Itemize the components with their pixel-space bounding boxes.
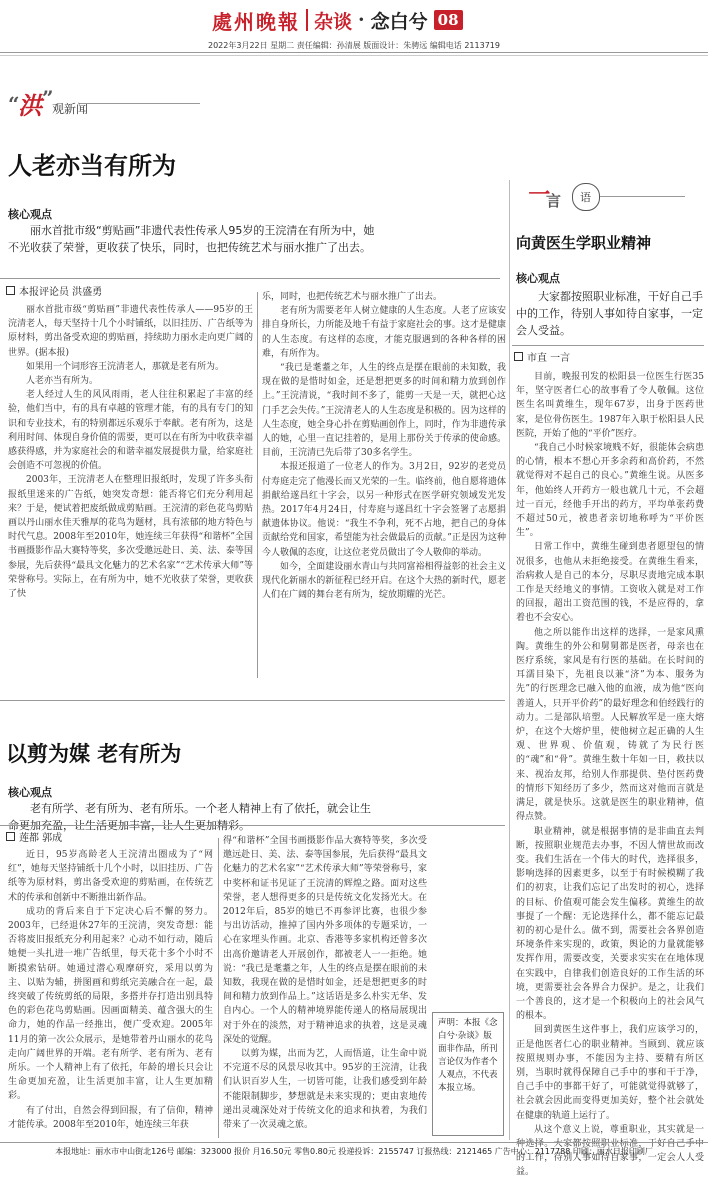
article3-para: 职业精神，就是根据事情的是非曲直去判断，按照职业规范去办事，不因人情世故而改变。我们生活在一个伟大的时代，选择很多，影响选择的因素更多，以至于有时候模糊了我们的初衷，让我们忘记了出发时的初心，选择的目标、价值观可能会发生偏移。黄维生的故事提了一个醒：无论选择什么，都不能忘记最初的初心是什么。做不到，需要社会各界创造环境条件来实现的，政策，舆论的力量就能够发挥作用，需要改变，关要求实实在在地体现在实践中，自律我们创造良好的工作生活的环境，更需要社会各界合力保护。是之，让我们一个善良的，这才是一个积极向上的社会风气的根本。 (516, 826, 704, 1022)
masthead (212, 4, 463, 36)
article3-para: 他之所以能作出这样的选择，一是家风熏陶。黄维生的外公和舅舅都是医者，母亲也在医疗系统，家风是有行医的基础。在长时间的耳濡目染下，先祖良以兼“济”为本、服务为先”的行医理念已融入他的血液，成为他“医向善道人，只开平价药”的最好理念和伯经践行的动力。二是部队培塑。人民解放军是一座大熔炉，在这个大熔炉里，使他树立起正确的人生观、世界观、价值观，铸就了为民行医的“魂”和“骨”。黄维生数十年如一日，救扶以来、视治友邦，给别人作那提供、垫付医药费的情形下知经历了多少，然而这对他而言就是满足，就是快乐。这就是医生的职业精神，值得点赞。 (516, 627, 704, 823)
article1-summary: 丽水首批市级“剪贴画”非遗代表性传承人95岁的王浣清在有所为中，她不光收获了荣誉，更收获了快乐，同时，也把传统艺术与丽水推广了出去。 (8, 224, 375, 254)
article3-keypoint-label: 核心观点 (516, 272, 560, 285)
column-divider (218, 838, 219, 1138)
footer-rule (0, 1142, 708, 1143)
byline-square-icon (6, 286, 15, 295)
disclaimer-box: 声明：本报《念白兮·杂谈》版面非作品，所刊言论仅为作者个人观点，不代表本报立场。 (432, 1012, 504, 1136)
article1-column-2 (262, 290, 506, 680)
masthead-divider (306, 9, 308, 31)
footer-info: 本报地址：丽水市中山街北126号 邮编：323000 报价 月16.50元 零售0.80元 投递投诉：2155747 订报热线：2121465 广告中心：2117788 印刷：丽水日报印刷厂 (55, 1147, 653, 1156)
column-separator-dot: · (358, 9, 365, 31)
article2-para: 成功的背后来自于下定决心后不懈的努力。2003年，已经退休27年的王浣清，突发奇想：能否将废旧报纸充分利用起来？心动不如行动，随后她便一头扎进一堆广告纸里，每天花十多个小时不断摸索钻研。她通过潜心观摩研究，采用以剪为主、以贴为辅，拼图画和剪纸完美融合在一起，最终突破了传统剪纸的局限，多搭并存打造出别具特色的彩色花鸟剪贴画。因画面精美、蕴含强大的生命力，她的作品一经推出，便广受欢迎。2005年11月的第一次公众展示，是她带着丹山丽水的花鸟走向广阔世界的开端。老有所学、老有所为、老有所乐。一个人精神上有了依托，年龄的增长只会让生命更加充盈，让生活更加丰富，让人生更加精彩。 (8, 906, 213, 1102)
byline-square-icon (514, 352, 523, 361)
article3-rule (512, 345, 704, 346)
article2-title: 以剪为媒 老有所为 (6, 742, 182, 766)
article1-para: 如今，全面建设丽水青山与共同富裕相得益彰的社会主义现代化新丽水的新征程已经开启。在这个大热的新时代，愿老人们在广阔的舞台老有所为，绽放期耀的光芒。 (262, 561, 506, 601)
article1-para: “我已是耄耋之年，人生的终点是摆在眼前的未知数，我现在做的是惜时如金，还是想把更多的时间和精力放到创作上。”王浣清说，“我时间不多了，能剪一天是一天，就把心这门手艺会失传。”王浣清老人的人生态度是积极的。因为这样的人生态度，她全身心扑在剪贴画创作上，同时，作为非遗传承人的她，心里一直记挂着的，是用上那份关于传承的使命感。目前，王浣清已先后带了30多名学生。 (262, 363, 506, 459)
article3-body (516, 370, 704, 1178)
quote-close-mark: ” (42, 86, 54, 110)
article2-para: 得“和谐杯”全国书画摄影作品大赛特等奖，多次受邀远赴日、美、法、泰等国参展，先后获得“最具文化魅力的艺术名家”“艺术传承大师”等荣誉称号，家中奖杯和证书见证了王浣清的辉煌之路。面对这些荣誉，老人想得更多的只是传统文化发扬光大。在2012年后，85岁的她已不再参评比赛，也很少参与出访活动，推掉了国内外多项体的专题采访，一心在家埋头作画。北京、香港等多家机构还曾多次出高价邀请老人开展创作，都被老人一一拒绝。她说：“我已是耄耋之年，人生的终点是摆在眼前的未知数，我现在做的是惜时如金，还是想把更多的时间和精力放到作品上。”这话语是多么朴实无华、发自内心。一个人的精神境界能传递人的格局展现出对于外在的淡然，对于精神追求的执着，这是灵魂深处的觉醒。 (223, 836, 427, 1045)
yiyan-logo-line (600, 196, 685, 197)
article1-para: 2003年，王浣清老人在整理旧报纸时，发现了许多头衔报纸里迷来的广告纸，她突发奇想：能否将它们充分利用起来？于是，便试着把废纸做成剪贴画。王浣清的彩色花鸟剪贴画以丹山丽水佳天雅厚的花鸟为题材，具有浓郁的地方特色与时代气息。2008年至2010年，她连续三年获得“和谐杯”全国书画摄影作品大赛特等奖，多次受邀远赴日、美、法、泰等国参展，先后获得“最具文化魅力的艺术名家”“艺术传承大师”等荣誉称号。实际上，在有所为中，她不光收获了荣誉，更收获了快 (8, 475, 253, 600)
newspaper-name: 處州晚報 (212, 9, 300, 34)
article1-column-1 (8, 303, 253, 679)
byline-square-icon (6, 832, 15, 841)
column-name-2: 念白兮 (370, 10, 428, 33)
page-number-badge: 08 (434, 10, 463, 30)
section-logo-text: 观新闻 (52, 102, 89, 116)
right-column-divider (509, 180, 510, 1140)
article2-para: 以剪为媒，出而为艺，人而悟道，让生命中说不完道不尽的风景尽收其中。95岁的王浣清，让我们认识百岁人生，一切皆可能，让我们感受到年龄不能限制脚步，梦想就是未来实现的；更由衷地传递出灵魂深处对于传统文化的追求和执着，为我们带来了一次灵魂之旅。 (223, 1049, 427, 1131)
article1-byline (6, 283, 102, 298)
article2-column-2 (223, 834, 427, 1140)
article1-rule (0, 278, 500, 279)
section-logo-line (80, 103, 200, 104)
article3-title: 向黄医生学职业精神 (516, 234, 652, 252)
article2-rule (0, 825, 505, 826)
article1-para: 老人经过人生的风风雨雨，老人往往积累起了丰富的经验，他们当中，有的具有卓越的管理才能，有的具有专门的知识和专业技术，有的特别都远乐观乐于奉献。老有所为，这是利用时间、体现自身价值的需要，更可以在有所为中收获幸福感获得感，并为家庭社会的和谐幸福发展提供力量，给家庭社会创造不可忽视的价值。 (8, 390, 253, 472)
article2-byline (6, 829, 62, 844)
article3-byline (514, 349, 570, 364)
article3-para: 从这个意义上说，尊重职业，其实就是一种选择。大家都按照职业标准，干好自己手中的工作，待别人事如待自家事，一定会人人受益。 (516, 1124, 704, 1178)
article2-top-rule (0, 700, 505, 701)
article2-para: 有了付出，自然会得到回报，有了信仰，精神才能传承。2008年至2010年，她连续三年获 (8, 1105, 213, 1130)
article1-para: 老有所为需要老年人树立健康的人生态度。人老了应该安排自身所长，力所能及地千有益于家庭社会的事。这才是健康的人生态度。有这样的态度，才能克服遇到的各种各样的困难，有所作为。 (262, 306, 506, 359)
masthead-rule-thin (0, 55, 708, 56)
article1-para: 丽水首批市级“剪贴画”非遗代表性传承人——95岁的王浣清老人，每天坚持十几个小时铺纸，以旧挂历、广告纸等为原材料，剪出备受欢迎的剪贴画，持续助力丽水走向更广阔的世界。(据本报) (8, 305, 253, 358)
article1-keypoint-label: 核心观点 (8, 208, 52, 221)
masthead-rule (0, 52, 708, 53)
quote-open-mark: “ (8, 92, 20, 116)
article1-para: 乐，同时，也把传统艺术与丽水推广了出去。 (262, 292, 443, 302)
article3-summary: 大家都按照职业标准，干好自己手中的工作，待别人事如待自家事，一定会人受益。 (516, 290, 703, 337)
issue-info-bar: 2022年3月22日 星期二 责任编辑：孙清展 版面设计：朱骋远 编辑电话 2113719 (208, 41, 500, 50)
article1-title: 人老亦当有所为 (8, 152, 176, 180)
column-divider (257, 292, 258, 678)
article2-keypoint-label: 核心观点 (8, 786, 52, 799)
article2-byline-text: 莲都 郭成 (19, 833, 63, 844)
section-logo-mark: 洪 (18, 91, 42, 120)
article1-para: 本报还报道了一位老人的作为。3月2日，92岁的老党员付寿庭走完了他漫长而又光荣的一生。临终前，他自愿将遗体捐献给遂昌红十字会，以另一种形式在医学研究领域发光发热。2017年4月24日，付寿庭与遂昌红十字会签署了志愿捐献遗体协议。他说：“我生不争利，死不占地，把自己的身体贡献给党和国家，希望能为社会做最后的贡献。”正是因为这种今人敬佩的态度，让这位老党员做出了令人敬仰的举动。 (262, 462, 506, 558)
section-logo (8, 86, 89, 120)
article2-summary: 老有所学、老有所为、老有所乐。一个老人精神上有了依托，就会让生命更加充盈，让生活更加丰富，让人生更加精彩。 (8, 802, 371, 832)
article3-para: 目前，晚报刊发的松阳县一位医生行医35年，坚守医者仁心的故事看了令人敬佩。这位医生名叫黄维生，现年67岁，出身于医药世家，是位骨伤医生。1987年入职于松阳县人民医院，开始了他的“平价”医疗。 (516, 372, 704, 439)
column-name: 杂谈 (314, 10, 353, 33)
yiyan-logo-yu: 语 (580, 191, 591, 204)
article1-para: 如果用一个词形容王浣清老人，那就是老有所为。 (26, 361, 225, 372)
article3-para: “我自己小时候家境贱不好，很能体会病患的心情，根本不想心开多余药和高价药，不然就觉得对不起自己的良心。”黄维生说。从医多年，他始终人开药方一般也就几十元，不会超过一百元，经他手开出的药方，平均单张药费不超过50元，被患者亲切地称呼为“平价医生”。 (516, 443, 704, 539)
article2-column-1 (8, 848, 213, 1140)
yiyan-logo-yi: 一 (526, 182, 549, 208)
article3-byline-text: 市直 一言 (527, 353, 571, 364)
yiyan-logo-yan: 言 (546, 192, 562, 210)
article2-para: 近日，95岁高龄老人王浣清出圈成为了“网红”，她每天坚持铺纸十几个小时，以旧挂历、广告纸等为原材料，剪出备受欢迎的剪贴画，在传统艺术的传承和创新中不断推出新作品。 (8, 850, 213, 903)
article1-byline-text: 本报评论员 洪盛勇 (19, 287, 103, 298)
article1-para: 人老亦当有所为。 (26, 376, 99, 387)
article3-para: 回到黄医生这件事上，我们应该学习的，正是他医者仁心的职业精神。当顾到、就应该按照规则办事，不能因为主持、要精有所区别，当职时就得保障自己手中的事和干于净，自己手中的事都干好了，可能就觉得就够了，社会就会因此而变得更加美好，整个社会就处在健康的轨道上运行了。 (516, 1025, 704, 1121)
yiyan-logo (522, 180, 612, 214)
article3-para: 日常工作中，黄维生碰到患者愿望包的情况很多，也他从未拒绝接受。在黄维生看来，治病救人是自己的本分，尽职尽责地完成本职工作是天经地义的事情。工资收入就是对工作的回报，超出工资范围的钱，不是应得的，拿着也不会安心。 (516, 542, 704, 624)
